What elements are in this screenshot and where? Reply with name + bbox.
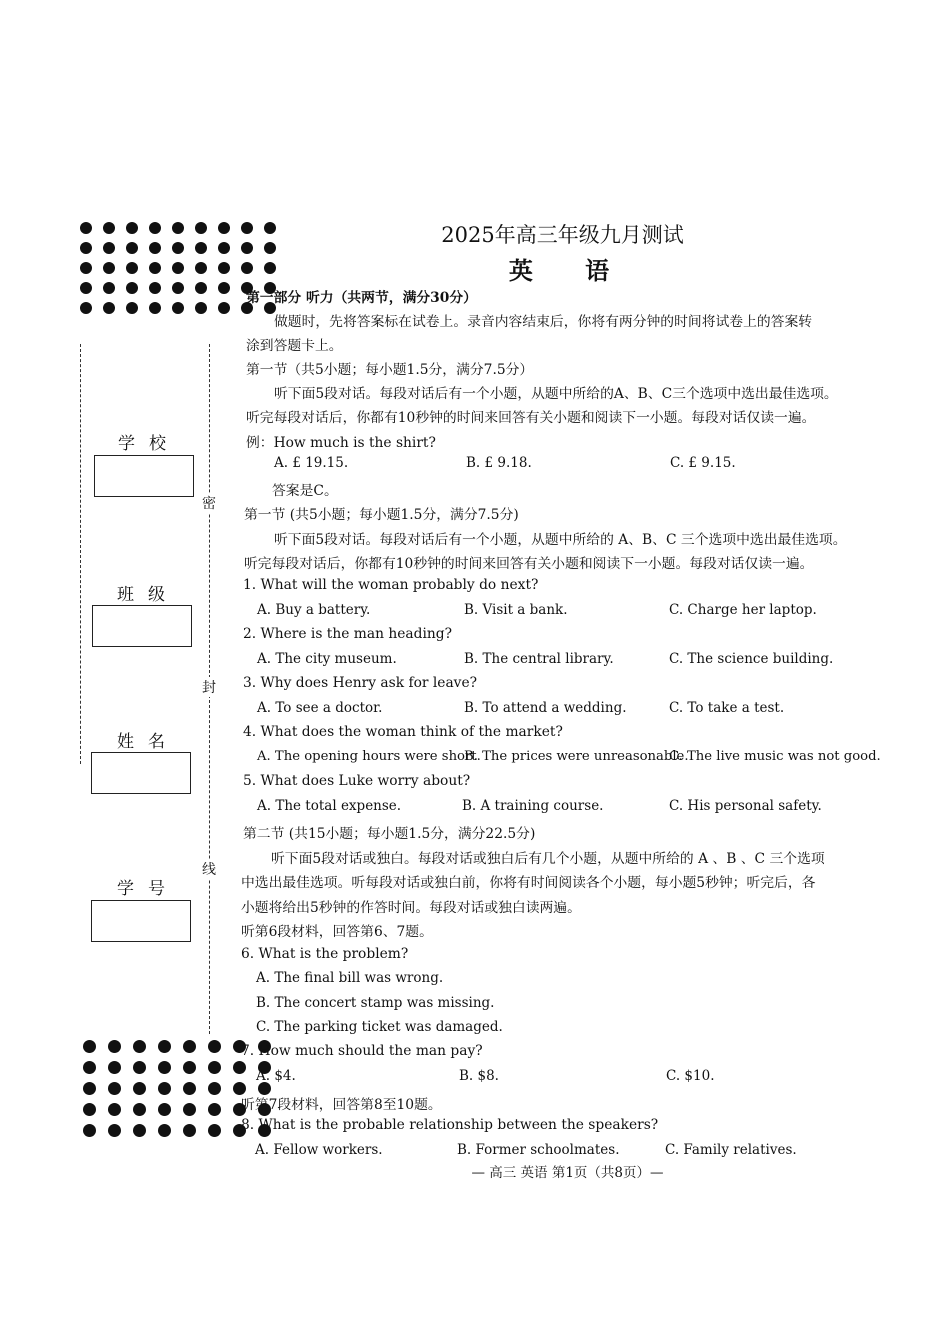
example-section-heading: 第一节（共5小题；每小题1.5分，满分7.5分） <box>246 362 534 378</box>
field-label-school: 学校 <box>118 434 180 454</box>
field-label-name: 姓名 <box>117 732 179 752</box>
example-option-b: B. £ 9.18. <box>466 455 532 471</box>
binding-dot <box>158 1124 171 1137</box>
binding-dot <box>172 302 184 314</box>
binding-dot <box>83 1103 96 1116</box>
question-4: 4. What does the woman think of the market? <box>243 724 563 740</box>
q1-option-c: C. Charge her laptop. <box>669 602 817 618</box>
binding-dot <box>158 1103 171 1116</box>
binding-dot <box>133 1124 146 1137</box>
binding-dot <box>158 1082 171 1095</box>
binding-dot <box>133 1082 146 1095</box>
section2-instr-3: 小题将给出5秒钟的作答时间。每段对话或独白读两遍。 <box>241 900 581 916</box>
q8-option-b: B. Former schoolmates. <box>457 1142 620 1158</box>
q7-option-c: C. $10. <box>666 1068 715 1084</box>
q4-option-b: B. The prices were unreasonable. <box>464 749 689 764</box>
binding-dot <box>133 1040 146 1053</box>
question-3: 3. Why does Henry ask for leave? <box>243 675 478 691</box>
binding-dot <box>158 1040 171 1053</box>
question-6: 6. What is the problem? <box>241 946 409 962</box>
binding-dot <box>83 1124 96 1137</box>
seal-char-xian: 线 <box>202 859 216 879</box>
q6-option-a: A. The final bill was wrong. <box>256 970 444 986</box>
school-field[interactable] <box>94 455 194 497</box>
binding-dot <box>208 1124 221 1137</box>
binding-dot <box>126 302 138 314</box>
binding-dot <box>183 1103 196 1116</box>
group-8-10-heading: 听第7段材料，回答第8至10题。 <box>241 1097 442 1113</box>
q3-option-a: A. To see a doctor. <box>257 700 383 716</box>
binding-dot <box>133 1103 146 1116</box>
q4-option-c: C. The live music was not good. <box>669 749 881 764</box>
section1-instr-1: 听下面5段对话。每段对话后有一个小题，从题中所给的 A、B、C 三个选项中选出最佳选项。 <box>274 532 847 548</box>
page-footer: — 高三 英语 第1页（共8页）— <box>471 1165 664 1181</box>
binding-line-left <box>80 344 81 764</box>
section1-instr-2: 听完每段对话后，你都有10秒钟的时间来回答有关小题和阅读下一小题。每段对话仅读一遍。 <box>244 556 814 572</box>
binding-dot <box>208 1103 221 1116</box>
question-1: 1. What will the woman probably do next? <box>243 577 539 593</box>
example-option-a: A. £ 19.15. <box>274 455 349 471</box>
binding-dot <box>133 1061 146 1074</box>
field-label-student-id: 学号 <box>117 879 179 899</box>
binding-dot <box>183 1082 196 1095</box>
section1-heading: 第一节 (共5小题；每小题1.5分，满分7.5分) <box>244 507 519 523</box>
binding-dot <box>183 1061 196 1074</box>
example-question: 例：How much is the shirt? <box>246 435 436 451</box>
section2-instr-1: 听下面5段对话或独白。每段对话或独白后有几个小题，从题中所给的 A 、B 、C 三个选项 <box>271 851 825 867</box>
binding-dot <box>83 1040 96 1053</box>
q5-option-a: A. The total expense. <box>257 798 402 814</box>
binding-dot <box>208 1082 221 1095</box>
question-5: 5. What does Luke worry about? <box>243 773 471 789</box>
binding-dot <box>83 1061 96 1074</box>
binding-dot <box>80 302 92 314</box>
binding-dot <box>149 302 161 314</box>
part1-intro-2: 涂到答题卡上。 <box>246 338 343 354</box>
q5-option-c: C. His personal safety. <box>669 798 822 814</box>
part1-heading: 第一部分 听力（共两节，满分30分） <box>246 290 477 306</box>
q3-option-b: B. To attend a wedding. <box>464 700 627 716</box>
q6-option-c: C. The parking ticket was damaged. <box>256 1019 503 1035</box>
q8-option-c: C. Family relatives. <box>665 1142 797 1158</box>
q7-option-a: A. $4. <box>256 1068 296 1084</box>
binding-dot <box>233 1061 246 1074</box>
example-answer: 答案是C。 <box>272 483 338 499</box>
seal-char-mi: 密 <box>202 493 216 513</box>
section2-heading: 第二节 (共15小题；每小题1.5分，满分22.5分) <box>243 826 536 842</box>
exam-title: 2025年高三年级九月测试 <box>441 223 684 247</box>
q2-option-c: C. The science building. <box>669 651 834 667</box>
question-7: 7. How much should the man pay? <box>241 1043 483 1059</box>
seal-char-feng: 封 <box>202 677 216 697</box>
part1-intro-1: 做题时，先将答案标在试卷上。录音内容结束后，你将有两分钟的时间将试卷上的答案转 <box>274 314 813 330</box>
binding-dot <box>108 1061 121 1074</box>
binding-dot <box>108 1082 121 1095</box>
class-field[interactable] <box>92 605 192 647</box>
example-option-c: C. £ 9.15. <box>670 455 736 471</box>
student-id-field[interactable] <box>91 900 191 942</box>
binding-dot <box>108 1103 121 1116</box>
group-6-7-heading: 听第6段材料，回答第6、7题。 <box>241 924 433 940</box>
question-8: 8. What is the probable relationship between the speakers? <box>241 1117 659 1133</box>
q3-option-c: C. To take a test. <box>669 700 785 716</box>
binding-dot <box>183 1040 196 1053</box>
binding-dot <box>108 1040 121 1053</box>
binding-dot <box>183 1124 196 1137</box>
name-field[interactable] <box>91 752 191 794</box>
example-section-instr-2: 听完每段对话后，你都有10秒钟的时间来回答有关小题和阅读下一小题。每段对话仅读一遍。 <box>246 410 816 426</box>
q4-option-a: A. The opening hours were short. <box>257 749 481 764</box>
q1-option-a: A. Buy a battery. <box>257 602 371 618</box>
binding-dot <box>208 1040 221 1053</box>
binding-dot <box>158 1061 171 1074</box>
binding-dot <box>208 1061 221 1074</box>
question-2: 2. Where is the man heading? <box>243 626 453 642</box>
q7-option-b: B. $8. <box>459 1068 499 1084</box>
q8-option-a: A. Fellow workers. <box>255 1142 383 1158</box>
q5-option-b: B. A training course. <box>462 798 604 814</box>
binding-dot <box>108 1124 121 1137</box>
q6-option-b: B. The concert stamp was missing. <box>256 995 495 1011</box>
q2-option-a: A. The city museum. <box>257 651 397 667</box>
binding-dot <box>83 1082 96 1095</box>
binding-dot <box>103 302 115 314</box>
section2-instr-2: 中选出最佳选项。听每段对话或独白前，你将有时间阅读各个小题，每小题5秒钟；听完后，各 <box>241 875 816 891</box>
binding-dot <box>195 302 207 314</box>
exam-subject: 英 语 <box>508 256 632 285</box>
binding-dot <box>218 302 230 314</box>
example-section-instr-1: 听下面5段对话。每段对话后有一个小题，从题中所给的A、B、C三个选项中选出最佳选项。 <box>274 386 838 402</box>
q1-option-b: B. Visit a bank. <box>464 602 568 618</box>
q2-option-b: B. The central library. <box>464 651 614 667</box>
field-label-class: 班级 <box>117 585 179 605</box>
